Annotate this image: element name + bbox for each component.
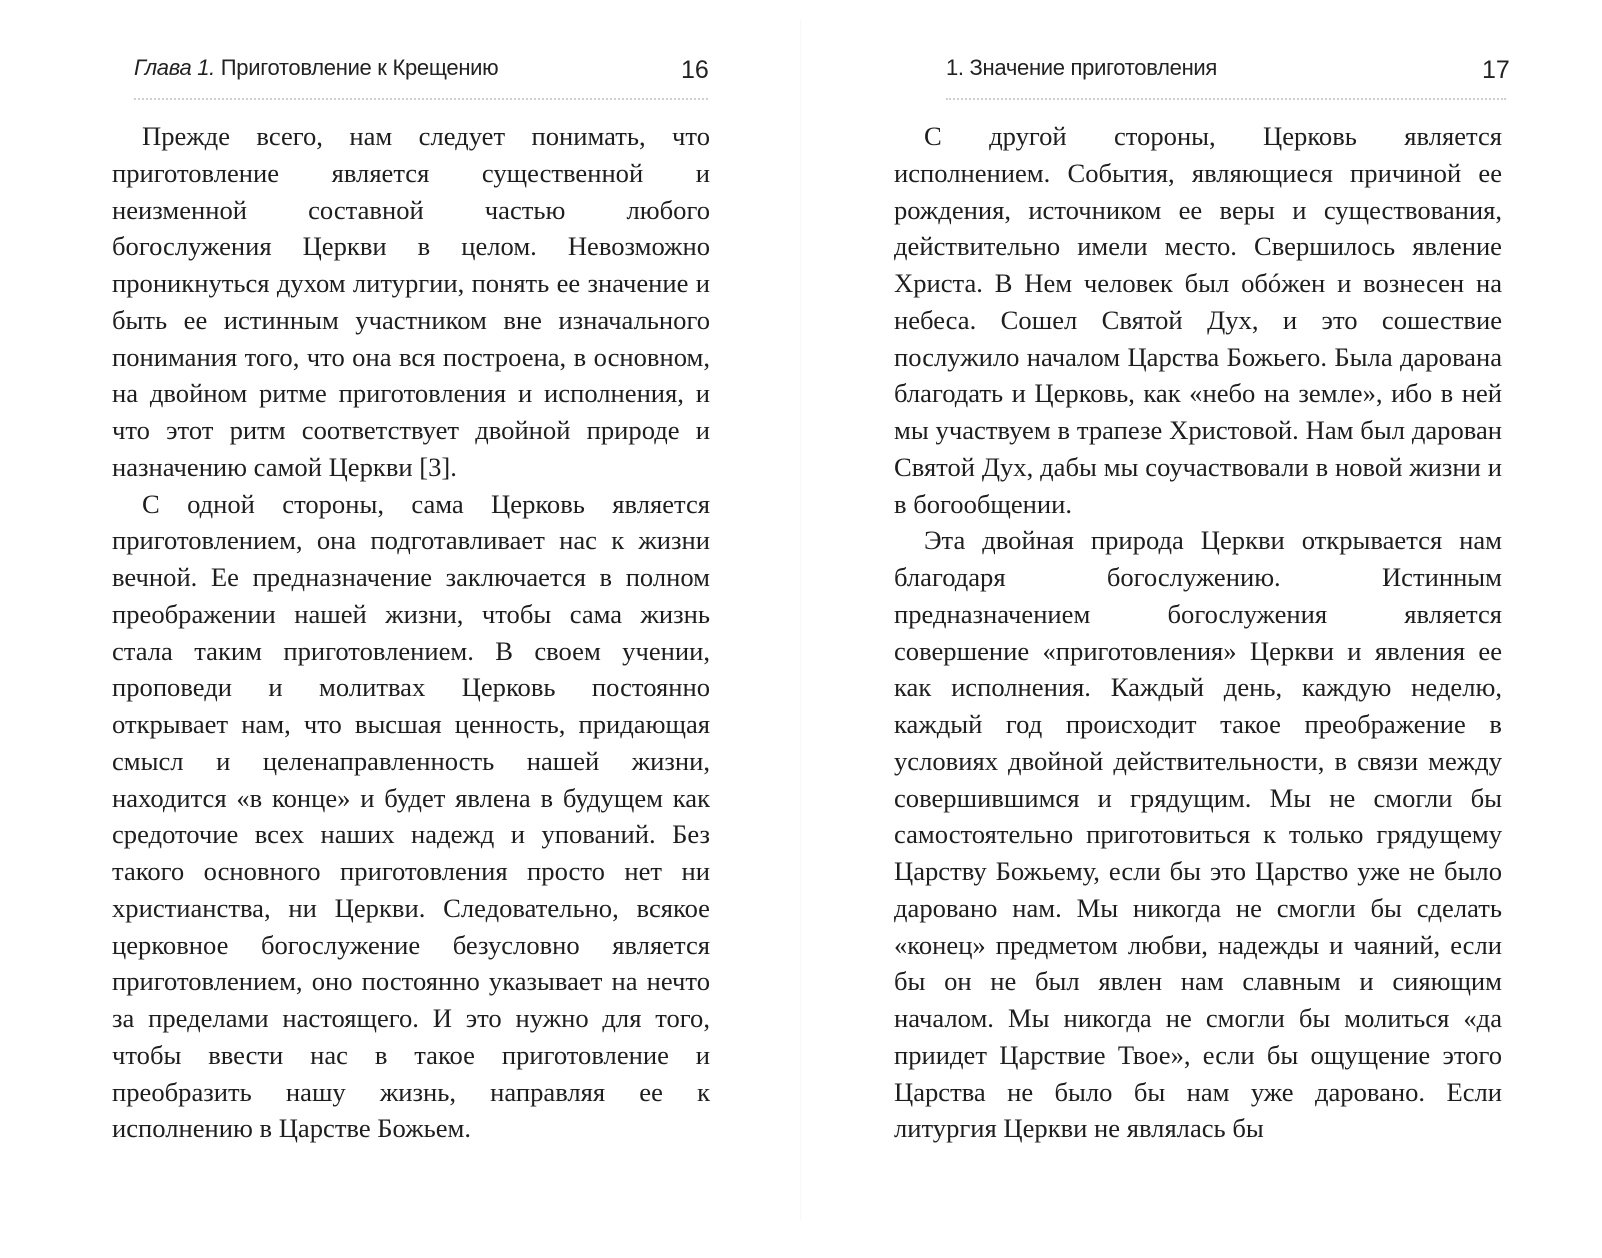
right-paragraph-1: С другой стороны, Церковь является исполнением. События, являющиеся причиной ее рождения, источником ее веры и существования, действительно имели место. Свершилось явление Христа. В Нем человек был обóжен и вознесен на небеса. Сошел Святой Дух, и это сошествие послужило началом Царства Божьего. Была дарована благодать и Церковь, как «небо на земле», ибо в ней мы участвуем в трапезе Христовой. Нам был дарован Святой Дух, дабы мы соучаствовали в новой жизни и в богообщении. xyxy=(894,121,1502,519)
left-page-number: 16 xyxy=(681,56,709,84)
right-page-number: 17 xyxy=(1482,56,1510,84)
left-header-rule xyxy=(134,98,708,100)
right-running-head: 1. Значение приготовления xyxy=(946,55,1218,80)
chapter-label: Глава 1. xyxy=(134,55,215,80)
left-body-text xyxy=(112,118,710,1147)
left-paragraph-2: С одной стороны, сама Церковь является приготовлением, она подготавливает нас к жизни вечной. Ее предназначение заключается в полном преображении нашей жизни, чтобы сама жизнь стала таким приготовлением. В своем учении, проповеди и молитвах Церковь постоянно открывает нам, что высшая ценность, придающая смысл и целенаправленность нашей жизни, находится «в конце» и будет явлена в будущем как средоточие всех наших надежд и упований. Без такого основного приготовления просто нет ни христианства, ни Церкви. Следовательно, всякое церковное богослужение безусловно является приготовлением, оно постоянно указывает на нечто за пределами настоящего. И это нужно для того, чтобы ввести нас в такое приготовление и преобразить нашу жизнь, направляя ее к исполнению в Царстве Божьем. xyxy=(112,488,710,1144)
right-body-text xyxy=(894,118,1502,1147)
right-header-rule xyxy=(946,98,1506,100)
left-page xyxy=(0,0,800,1258)
chapter-title: Приготовление к Крещению xyxy=(220,55,499,80)
right-page xyxy=(802,0,1602,1258)
left-paragraph-1: Прежде всего, нам следует понимать, что приготовление является существенной и неизменной составной частью любого богослужения Церкви в целом. Невозможно проникнуться духом литургии, понять ее значение и быть ее истинным участником вне изначального понимания того, что она вся построена, в основном, на двойном ритме приготовления и исполнения, и что этот ритм соответствует двойной природе и назначению самой Церкви [3]. xyxy=(112,121,710,482)
right-paragraph-2: Эта двойная природа Церкви открывается нам благодаря богослужению. Истинным предназначением богослужения является совершение «приготовления» Церкви и явления ее как исполнения. Каждый день, каждую неделю, каждый год происходит такое преображение в условиях двойной действительности, в связи между совершившимся и грядущим. Мы не смогли бы самостоятельно приготовиться к только грядущему Царству Божьему, если бы это Царство уже не было даровано нам. Мы никогда не смогли бы сделать «конец» предметом любви, надежды и чаяний, если бы он не был явлен нам славным и сияющим началом. Мы никогда не смогли бы молиться «да приидет Царствие Твое», если бы ощущение этого Царства не было бы нам уже даровано. Если литургия Церкви не являлась бы xyxy=(894,525,1502,1144)
left-running-head xyxy=(134,55,498,81)
